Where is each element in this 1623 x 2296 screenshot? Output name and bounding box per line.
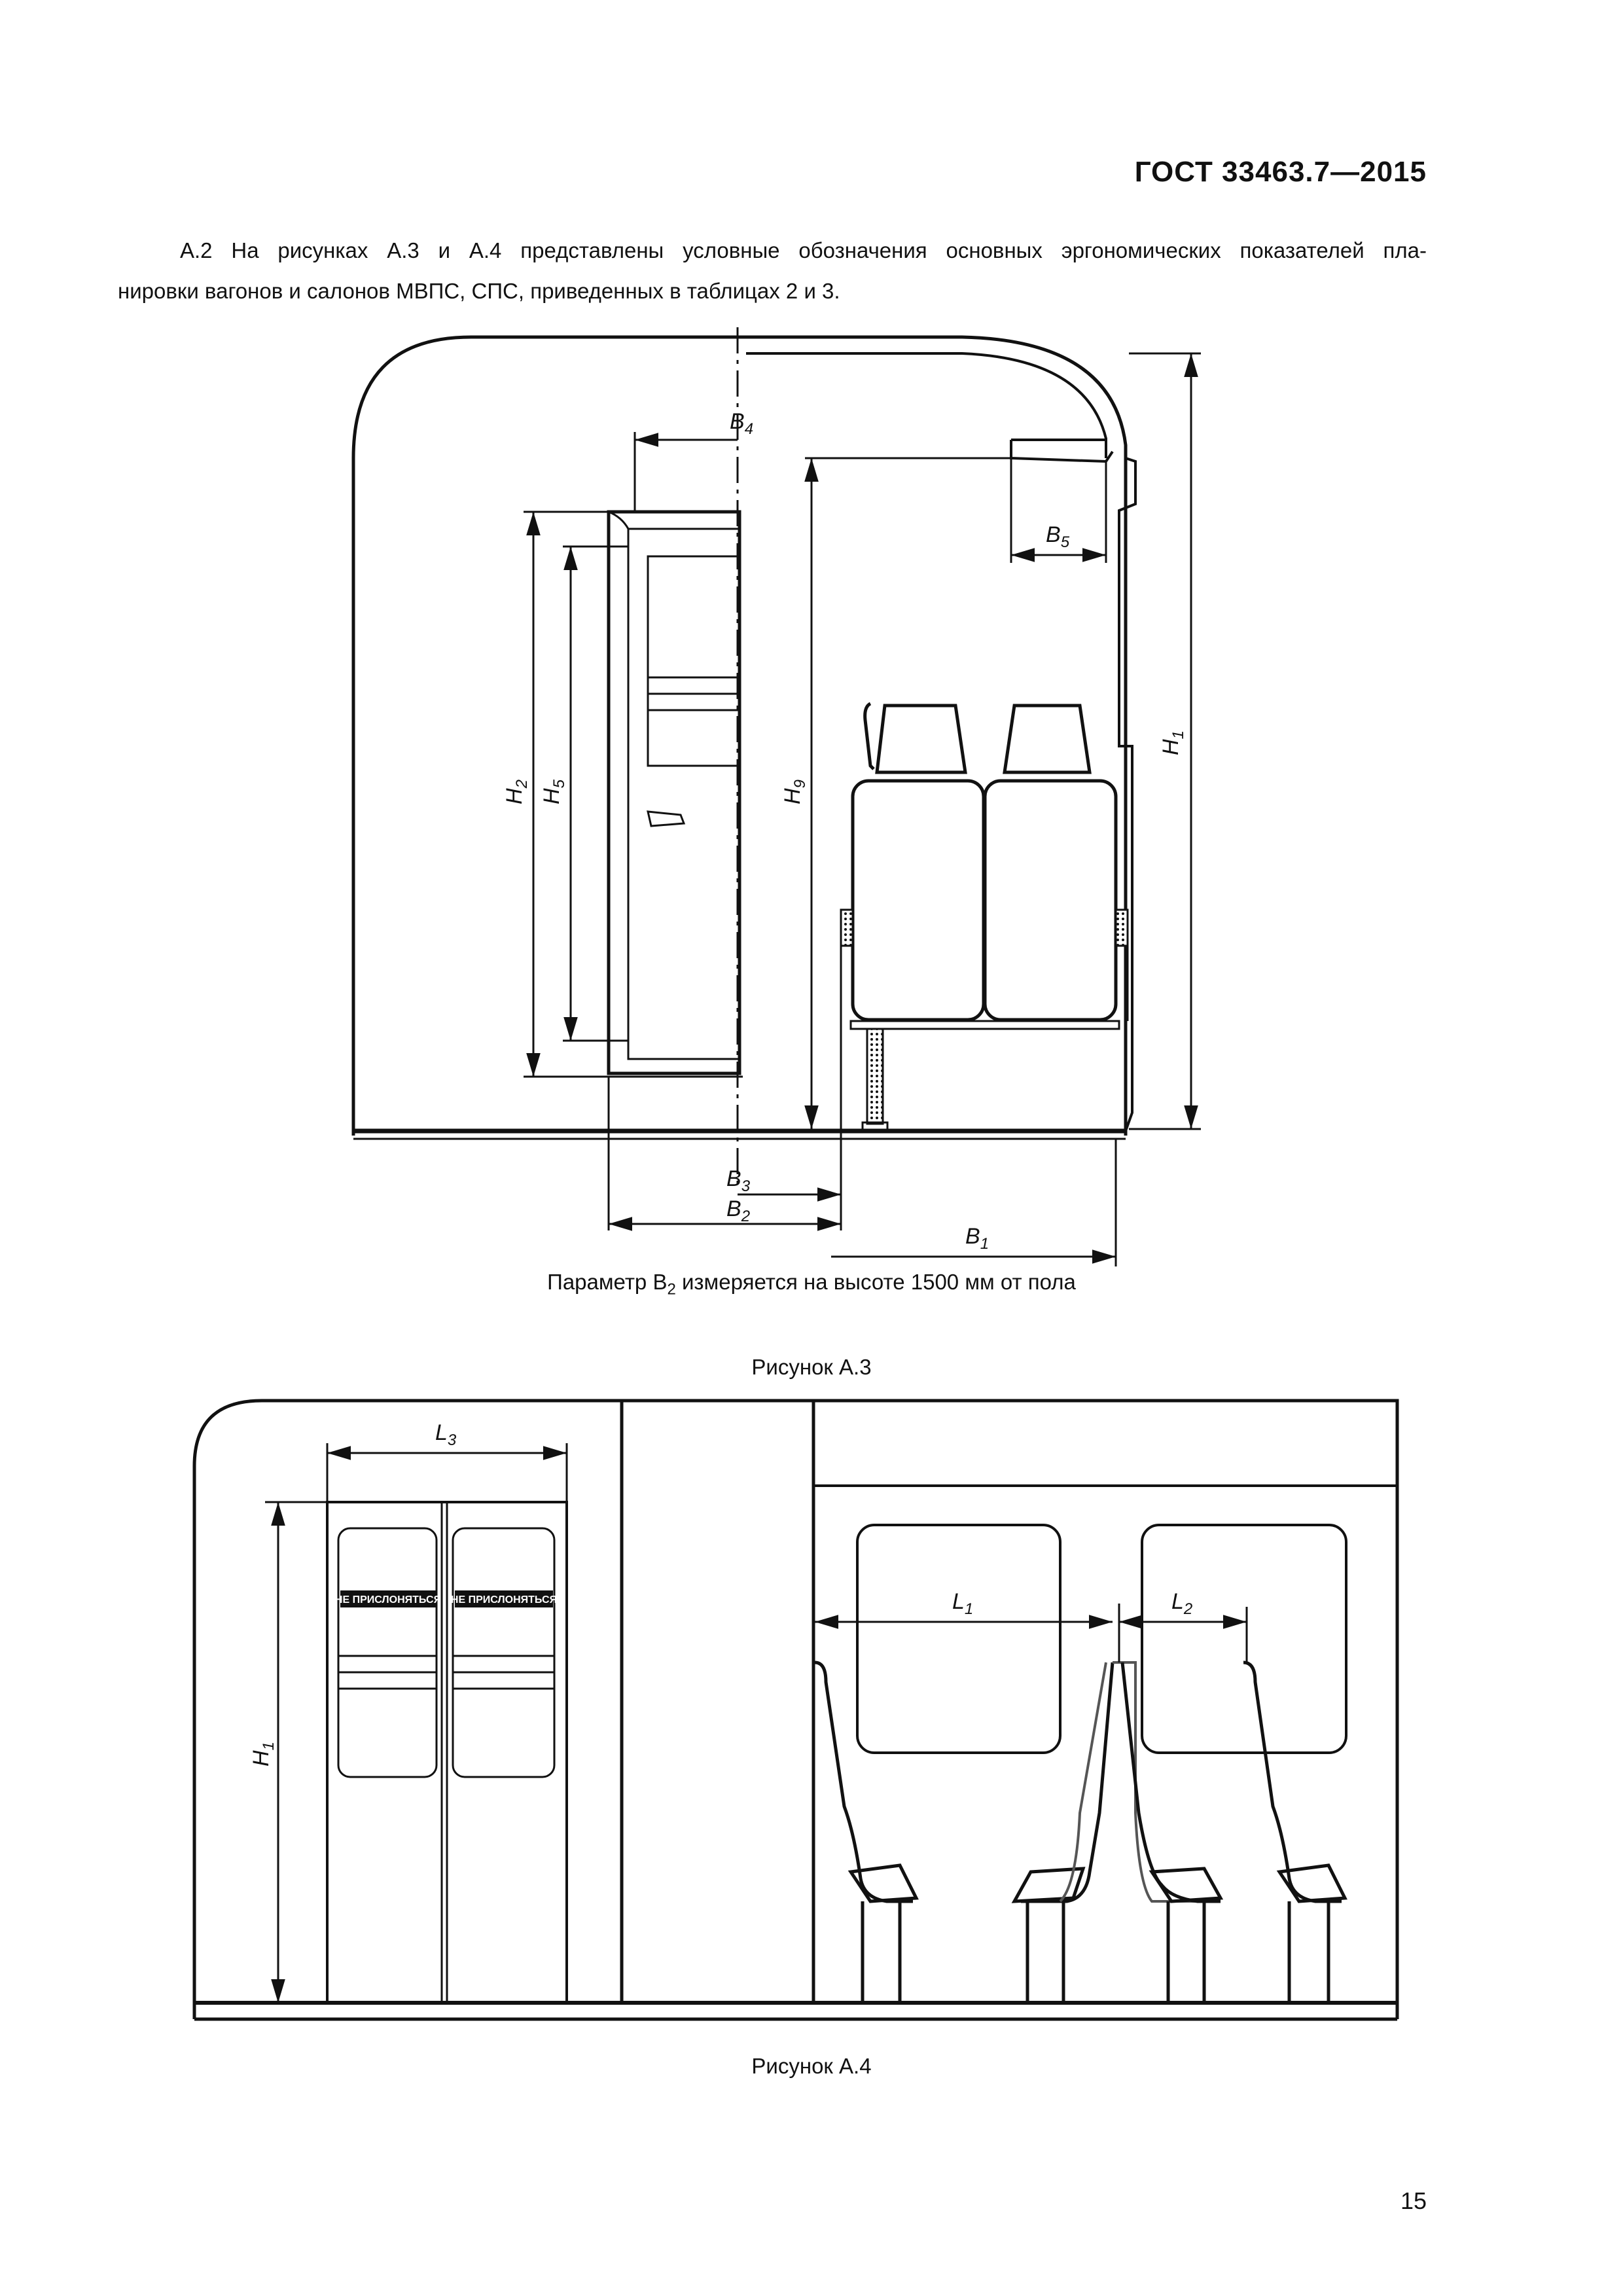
car-body-inner-roof: [746, 353, 1106, 458]
figure-a3-note: Параметр $В_2$ измеряется на высоте 1500 мм от пола: [547, 1270, 1076, 1299]
paragraph-line-2: нировки вагонов и салонов МВПС, СПС, приведенных в таблицах 2 и 3.: [118, 279, 840, 303]
label-h9: $H_9$: [780, 780, 809, 804]
label-h5: $H_5$: [539, 780, 568, 804]
window-right: [1142, 1525, 1346, 1753]
car-outline: [194, 1401, 1397, 2019]
door-handle: [648, 812, 684, 826]
seats-row: [815, 1662, 1345, 2003]
label-h1: $H_1$: [249, 1742, 277, 1767]
label-h1: $H_1$: [1158, 730, 1187, 755]
label-b3: $B_3$: [726, 1166, 751, 1195]
door-sign-left: НЕ ПРИСЛОНЯТЬСЯ: [334, 1594, 442, 1605]
label-l3: $L_3$: [435, 1420, 457, 1449]
paragraph-line-1: А.2 На рисунках А.3 и А.4 представлены условные обозначения основных эргономических показателей пла-: [180, 238, 1427, 262]
luggage-shelf: [1011, 440, 1113, 461]
page-number: 15: [1400, 2187, 1427, 2214]
label-l2: $L_2$: [1171, 1589, 1193, 1618]
window-left: [857, 1525, 1060, 1753]
label-b5: $B_5$: [1046, 522, 1070, 551]
door-window: [648, 556, 740, 766]
figure-a4-caption: Рисунок А.4: [751, 2054, 872, 2078]
label-b2: $B_2$: [726, 1196, 751, 1225]
label-b4: $B_4$: [730, 409, 754, 438]
standard-code: ГОСТ 33463.7—2015: [1134, 156, 1427, 188]
figure-a3-caption: Рисунок А.3: [751, 1355, 872, 1379]
passenger-seats: [841, 704, 1128, 1132]
label-h2: $H_2$: [502, 780, 531, 804]
double-door: [327, 1502, 567, 2003]
label-l1: $L_1$: [952, 1589, 974, 1618]
label-b1: $B_1$: [965, 1224, 990, 1253]
figure-a4-longitudinal-section: [0, 1388, 1623, 2160]
door-sign-right: НЕ ПРИСЛОНЯТЬСЯ: [450, 1594, 558, 1605]
